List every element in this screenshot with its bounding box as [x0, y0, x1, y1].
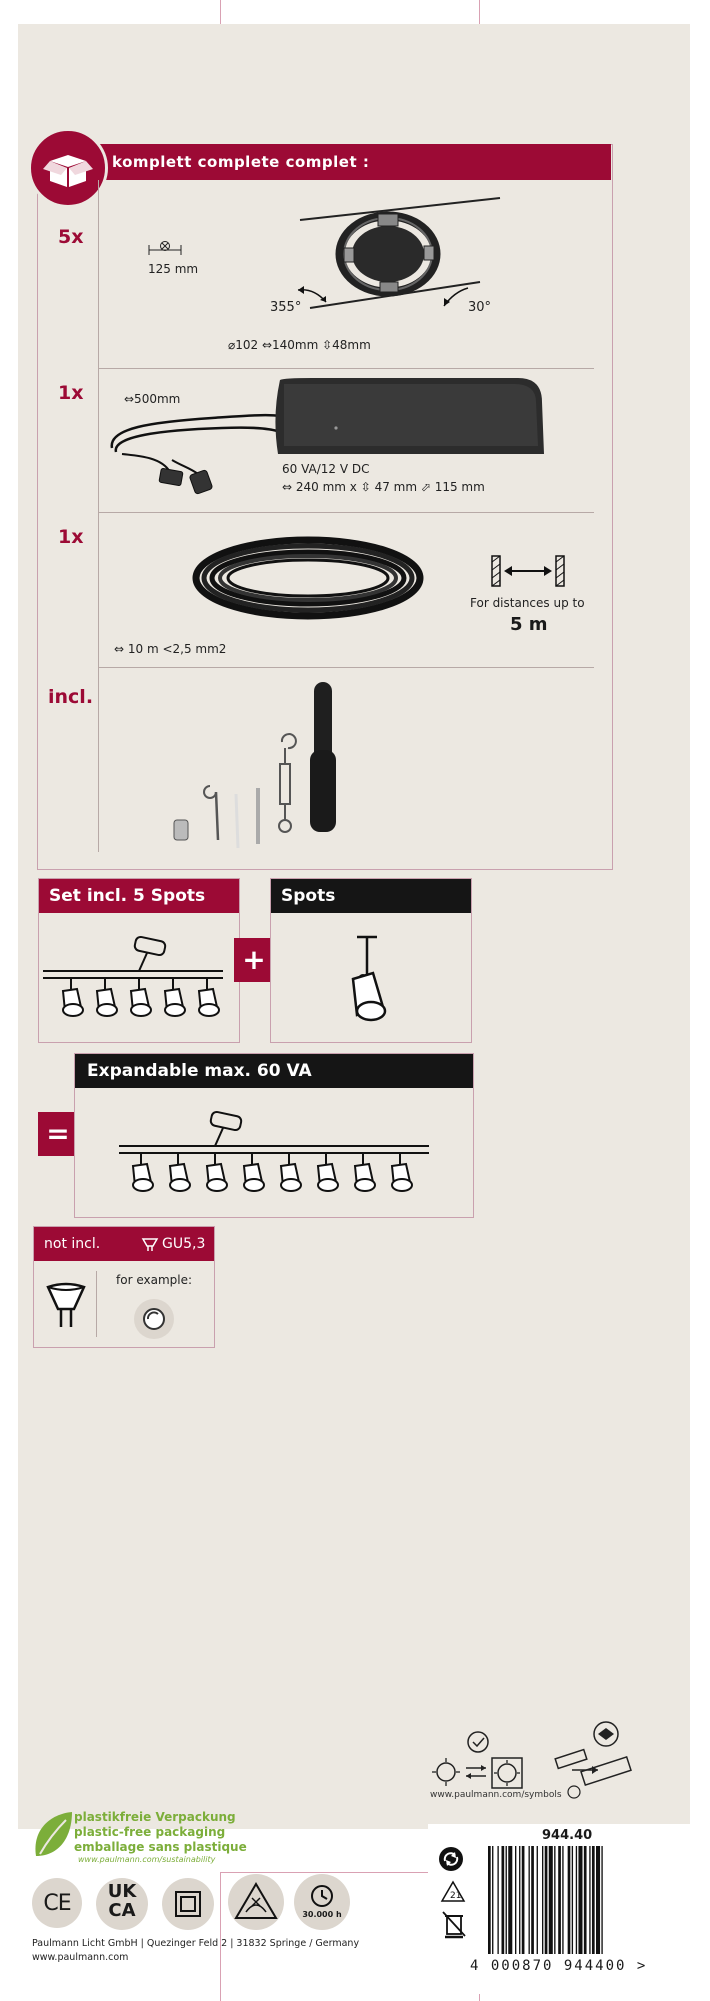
trash-bin-icon	[442, 1910, 466, 1938]
paper-recycle-icon	[440, 1880, 466, 1904]
bulb-small-icon	[142, 1237, 158, 1256]
distance-icon	[490, 556, 566, 590]
single-spot-illustration	[327, 935, 407, 1025]
barcode-number: 4 000870 944400 >	[470, 1958, 648, 1974]
not-incl-header	[34, 1227, 214, 1261]
svg-text:21: 21	[450, 1891, 462, 1901]
angle-30: 30°	[468, 300, 492, 315]
plastic-free-fr: emballage sans plastique	[74, 1840, 247, 1854]
complete-header-bar	[82, 144, 611, 180]
row3-qty: 1x	[58, 526, 84, 548]
gu53-bulb-icon	[44, 1281, 88, 1331]
article-number: 944.40	[542, 1828, 593, 1843]
track-set-8-spots-illustration	[119, 1112, 449, 1202]
spot-dim-125: 125 mm	[148, 262, 199, 276]
plus-badge	[234, 938, 274, 982]
package-icon	[28, 128, 108, 208]
angle-355: 355°	[270, 300, 302, 315]
row-divider-2	[98, 512, 594, 513]
connector-symbol	[552, 1720, 642, 1800]
lifetime-hours: 30.000 h	[302, 1910, 342, 1919]
company-address: Paulmann Licht GmbH | Quezinger Feld 2 | 31832 Springe / Germany	[32, 1938, 360, 1949]
gimbal-spot-illustration	[300, 198, 500, 312]
sustainability-url: www.paulmann.com/sustainability	[78, 1855, 216, 1864]
track-set-5-spots-illustration	[43, 937, 233, 1027]
plastic-free-de: plastikfreie Verpackung	[74, 1810, 236, 1824]
set-header: Set incl. 5 Spots	[39, 879, 239, 913]
distance-text: For distances up to	[470, 596, 585, 610]
company-url: www.paulmann.com	[32, 1952, 129, 1963]
row-divider-1	[98, 368, 594, 369]
not-incl-box	[33, 1226, 215, 1348]
spot-diameter-icon	[148, 240, 182, 262]
accessories-illustration	[170, 680, 350, 854]
for-example-label: for example:	[116, 1273, 193, 1287]
plus-sign: +	[242, 943, 266, 976]
distance-value: 5 m	[510, 614, 548, 635]
transformer-dims: ⇔ 240 mm x ⇳ 47 mm ⬀ 115 mm	[282, 480, 485, 494]
row4-qty: incl.	[48, 686, 94, 708]
ukca-mark	[96, 1878, 148, 1930]
equals-badge	[38, 1112, 78, 1156]
qty-column-divider	[98, 180, 99, 852]
spots-box	[270, 878, 472, 1043]
row2-qty: 1x	[58, 382, 84, 404]
expandable-header: Expandable max. 60 VA	[75, 1054, 473, 1088]
recycle-icon	[438, 1846, 464, 1872]
ukca-bottom: CA	[108, 1900, 136, 1921]
row-divider-3	[98, 667, 594, 668]
spots-header: Spots	[271, 879, 471, 913]
ce-mark	[32, 1878, 82, 1928]
equals-sign: =	[46, 1117, 70, 1150]
ukca-top: UK	[107, 1881, 137, 1902]
cable-length-500: ⇔500mm	[124, 392, 181, 406]
thermal-mark	[228, 1874, 284, 1930]
barcode-bars	[488, 1846, 658, 1962]
plastic-free-en: plastic-free packaging	[74, 1825, 226, 1839]
class-ii-mark	[162, 1878, 214, 1930]
cable-dims: ⇔ 10 m <2,5 mm2	[114, 642, 227, 656]
expandable-box	[74, 1053, 474, 1218]
leaf-icon	[32, 1810, 74, 1860]
symbols-url: www.paulmann.com/symbols	[430, 1790, 562, 1800]
lifetime-mark	[294, 1874, 350, 1930]
complete-header-text: komplett complete complet :	[112, 153, 370, 171]
ce-text: CE	[43, 1891, 71, 1916]
angle-arrow-right	[440, 286, 470, 314]
cable-coil-illustration	[190, 534, 430, 628]
example-bulb-icon	[134, 1299, 174, 1339]
spot-dims: ⌀102 ⇔140mm ⇳48mm	[228, 338, 371, 352]
row1-qty: 5x	[58, 226, 84, 248]
dimmer-switch-symbols	[430, 1728, 560, 1790]
transformer-power: 60 VA/12 V DC	[282, 462, 370, 476]
not-incl-divider	[96, 1271, 97, 1337]
set-box	[38, 878, 240, 1043]
not-incl-label: not incl.	[44, 1236, 101, 1252]
socket-label: GU5,3	[162, 1236, 206, 1252]
